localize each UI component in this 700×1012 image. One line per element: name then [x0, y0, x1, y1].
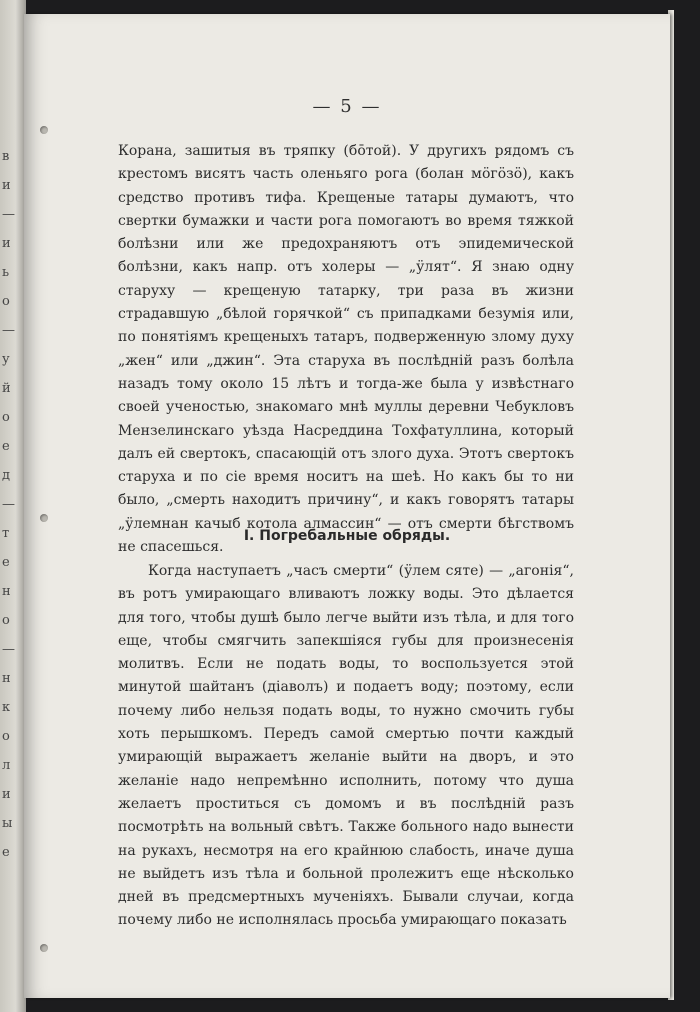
facing-page-edge — [0, 0, 26, 1012]
facing-page-fragment: е — [2, 845, 10, 860]
binding-hole — [40, 126, 48, 134]
facing-page-fragment: — — [2, 497, 15, 512]
binding-hole — [40, 944, 48, 952]
facing-page-fragment: й — [2, 381, 11, 396]
facing-page-fragment: — — [2, 323, 15, 338]
book-page — [24, 14, 670, 998]
body-paragraph — [118, 140, 574, 559]
facing-page-fragment: н — [2, 671, 11, 686]
section-heading: I. Погребальные обряды. — [243, 528, 451, 544]
facing-page-fragment: е — [2, 439, 10, 454]
facing-page-fragment: о — [2, 294, 10, 309]
facing-page-fragment: у — [2, 352, 10, 367]
facing-page-fragment: д — [2, 468, 11, 483]
facing-page-fragment: в — [2, 149, 10, 164]
facing-page-fragment: ь — [2, 265, 10, 280]
facing-page-fragment: о — [2, 729, 10, 744]
facing-page-fragment: е — [2, 555, 10, 570]
facing-page-fragment: н — [2, 584, 11, 599]
body-paragraph — [118, 560, 574, 933]
binding-hole — [40, 514, 48, 522]
facing-page-fragment: о — [2, 410, 10, 425]
facing-page-fragment: — — [2, 642, 15, 657]
facing-page-fragment: — — [2, 207, 15, 222]
facing-page-fragment: и — [2, 236, 11, 251]
facing-page-fragment: к — [2, 700, 11, 715]
page-number: — 5 — — [312, 96, 382, 117]
paragraph-text: Когда наступаетъ „часъ смерти“ (ӱлем сяте) — „агонія“, въ ротъ умирающаго вливаютъ ложку воды. Это дѣлается для того, чтобы душѣ было легче выйти изъ тѣла, и для того еще, чтобы смягчить запекшіяся губы для произнесенія молитвъ. Если не подать воды, то воспользуется этой минутой шайтанъ (діаволъ) и подаетъ воду; поэтому, если почему либо нельзя подать воды, то нужно смочить губы хоть перышкомъ. Передъ самой смертью почти каждый умирающій выражаетъ желаніе выйти на дворъ, и это желаніе надо непремѣнно исполнить, потому что душа желаетъ проститься съ домомъ и въ послѣдній разъ посмотрѣть на вольный свѣтъ. Также больного надо вынести на рукахъ, несмотря на его крайнюю слабость, иначе душа не выйдетъ изъ тѣла и больной пролежитъ еще нѣсколько дней въ предсмертныхъ мученіяхъ. Бывали случаи, когда почему либо не исполнялась просьба умирающаго показать — [118, 563, 574, 929]
facing-page-fragment: ы — [2, 816, 13, 831]
facing-page-fragment: о — [2, 613, 10, 628]
facing-page-fragment: л — [2, 758, 11, 773]
facing-page-fragment: т — [2, 526, 10, 541]
facing-page-fragment: и — [2, 178, 11, 193]
facing-page-fragment: и — [2, 787, 11, 802]
paragraph-text: Корана, зашитыя въ тряпку (бо̄той). У другихъ рядомъ съ крестомъ висятъ часть оленьяго рога (болан мӧгӧзӧ), какъ средство противъ тифа. Крещеные татары думаютъ, что свертки бумажки и части рога помогаютъ во время тяжкой болѣзни или же предохраняютъ отъ эпидемической болѣзни, какъ напр. отъ холеры — „ӱлят“. Я знаю одну старуху — крещеную татарку, три раза въ жизни страдавшую „бѣлой горячкой“ съ припадками безумія или, по понятіямъ крещеныхъ татаръ, подверженную злому духу „жен“ или „джин“. Эта старуха въ послѣдній разъ болѣла назадъ тому около 15 лѣтъ и тогда-же была у извѣстнаго своей ученостью, знакомаго мнѣ муллы деревни Чебукловъ Мензелинскаго уѣзда Насреддина Тохфатуллина, который далъ ей свертокъ, спасающій отъ злого духа. Этотъ свертокъ старуха и по сіе время носитъ на шеѣ. Но какъ бы то ни было, „смерть находитъ причину“, и какъ говорятъ татары „ӱлемнан качыб котола алмассин“ — отъ смерти бѣгствомъ не спасешься. — [118, 143, 574, 556]
